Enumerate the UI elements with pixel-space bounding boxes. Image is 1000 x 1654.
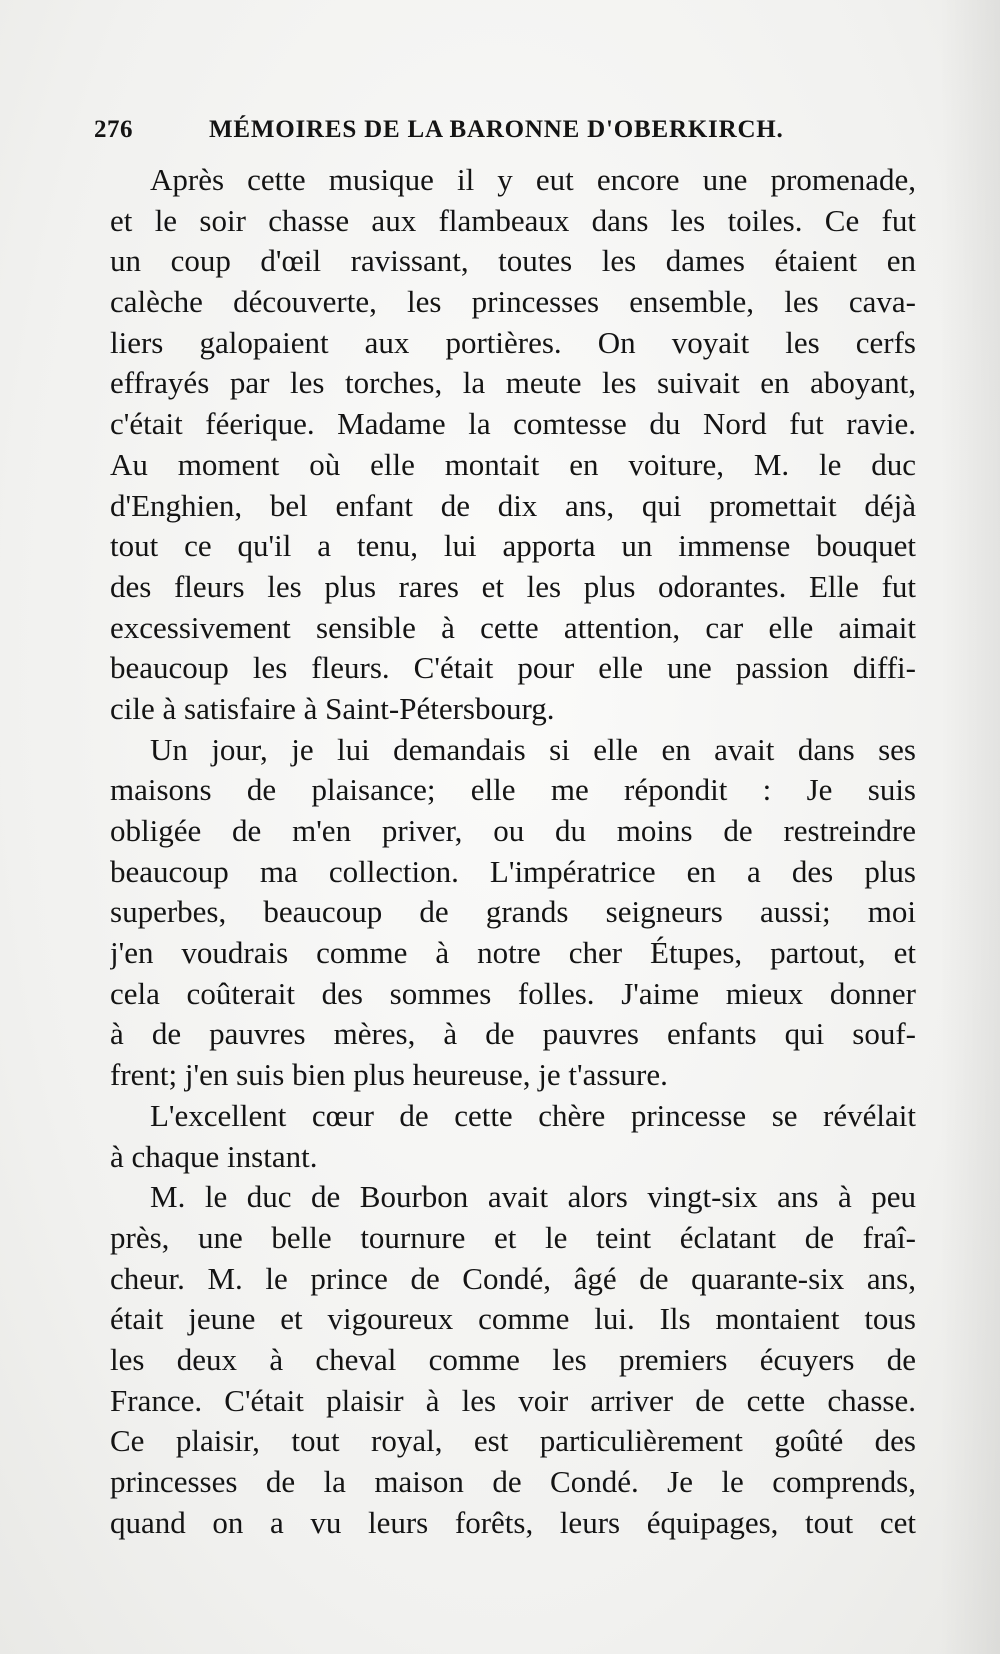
text-line: cheur. M. le prince de Condé, âgé de quarante-six ans,	[110, 1260, 916, 1296]
text-line: cela coûterait des sommes folles. J'aime mieux donner	[110, 975, 916, 1011]
page-edge-shadow	[940, 0, 1000, 1654]
text-line: près, une belle tournure et le teint éclatant de fraî-	[110, 1219, 916, 1255]
text-line: Après cette musique il y eut encore une promenade,	[150, 162, 916, 197]
text-line: Un jour, je lui demandais si elle en avait dans ses	[150, 731, 916, 767]
body-text	[110, 160, 916, 1543]
text-line: à de pauvres mères, à de pauvres enfants qui souf-	[110, 1016, 916, 1052]
text-line: obligée de m'en priver, ou du moins de restreindre	[110, 813, 916, 848]
text-line: quand on a vu leurs forêts, leurs équipages, tout cet	[110, 1504, 916, 1540]
text-line: effrayés par les torches, la meute les suivait en aboyant,	[110, 365, 916, 401]
text-line: Ce plaisir, tout royal, est particulièrement goûté des	[110, 1423, 916, 1459]
page-header	[94, 110, 874, 150]
text-line: excessivement sensible à cette attention, car elle aimait	[110, 609, 916, 645]
text-line: un coup d'œil ravissant, toutes les dames étaient en	[110, 243, 916, 279]
text-line: d'Enghien, bel enfant de dix ans, qui promettait déjà	[110, 487, 916, 523]
text-line: et le soir chasse aux flambeaux dans les toiles. Ce fut	[110, 202, 916, 238]
text-line: superbes, beaucoup de grands seigneurs aussi; moi	[110, 894, 916, 930]
text-line: calèche découverte, les princesses ensemble, les cava-	[110, 284, 916, 320]
text-line: c'était féerique. Madame la comtesse du Nord fut ravie.	[110, 406, 916, 442]
text-line: beaucoup les fleurs. C'était pour elle une passion diffi-	[110, 650, 916, 686]
text-line: j'en voudrais comme à notre cher Étupes, partout, et	[110, 935, 916, 971]
text-line: L'excellent cœur de cette chère princesse se révélait	[150, 1097, 916, 1133]
text-line: les deux à cheval comme les premiers écuyers de	[110, 1341, 916, 1377]
text-line: princesses de la maison de Condé. Je le comprends,	[110, 1464, 916, 1499]
text-line: liers galopaient aux portières. On voyait les cerfs	[110, 324, 916, 360]
text-line: cile à satisfaire à Saint-Pétersbourg.	[110, 690, 555, 726]
text-line: était jeune et vigoureux comme lui. Ils montaient tous	[110, 1301, 916, 1337]
text-line: tout ce qu'il a tenu, lui apporta un immense bouquet	[110, 528, 916, 564]
text-line: frent; j'en suis bien plus heureuse, je t'assure.	[110, 1057, 668, 1093]
page-number: 276	[94, 116, 133, 143]
text-line: France. C'était plaisir à les voir arriver de cette chasse.	[110, 1382, 916, 1418]
text-line: M. le duc de Bourbon avait alors vingt-six ans à peu	[150, 1179, 916, 1215]
text-line: à chaque instant.	[110, 1138, 318, 1174]
text-line: beaucoup ma collection. L'impératrice en a des plus	[110, 853, 916, 889]
text-line: maisons de plaisance; elle me répondit : Je suis	[110, 772, 916, 808]
running-head: MÉMOIRES DE LA BARONNE D'OBERKIRCH.	[209, 116, 784, 143]
text-line: des fleurs les plus rares et les plus odorantes. Elle fut	[110, 568, 916, 604]
text-line: Au moment où elle montait en voiture, M. le duc	[110, 446, 916, 482]
